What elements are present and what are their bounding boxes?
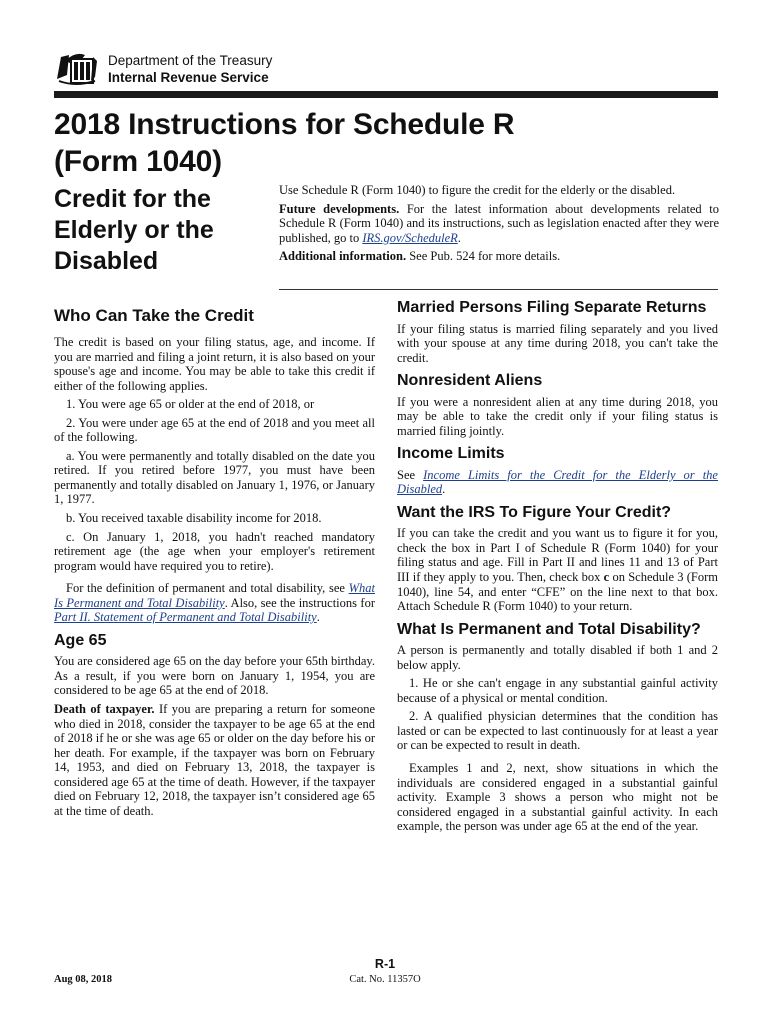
age-65-paragraph: You are considered age 65 on the day before your 65th birthday. As a result, if you were born on January 1, 1954, you are considered to be age 65 at the end of 2018. [54, 654, 375, 698]
future-end: . [457, 230, 461, 245]
nonresident-paragraph: If you were a nonresident alien at any time during 2018, you may be able to take the credit only if your filing status is married filing jointly. [397, 394, 718, 438]
irs-eagle-logo-icon [55, 49, 99, 87]
additional-information [279, 249, 719, 264]
subtitle-line-2: Elderly or the [54, 216, 214, 244]
irs-figure-paragraph [397, 526, 718, 613]
intro-section [279, 183, 719, 268]
irs-text-1: If you can take the credit and you want us to figure it for you, check the box in Part I of Schedule R (Form 1040) for your filing status and age. Fill in Part II and lines 11 and 13 of Part III if they apply to you. Then, check box [397, 526, 718, 585]
age-65-heading: Age 65 [54, 631, 107, 649]
subtitle-line-3: Disabled [54, 247, 159, 275]
irs-text-2: on Schedule 3 (Form 1040), line 54, and enter “CFE” on the line next to that box. Attach Schedule R (Form 1040) to your return. [397, 570, 718, 614]
def-text-2: . Also, see the instructions for [224, 595, 375, 610]
catalog-number: Cat. No. 11357O [349, 974, 421, 985]
agency-name [108, 52, 272, 86]
death-text: If you are preparing a return for someone who died in 2018, consider the taxpayer to be age 65 at the end of 2018 if he or she was age 65 or older on the day before his or her death. For example, if the taxpayer was born on February 14, 1953, and died on February 13, 2018, the taxpayer is considered age 65 at the time of death. However, if the taxpayer died on February 12, 2018, the taxpayer isn’t considered age 65 at the time of death. [54, 701, 375, 818]
agency-line-1: Department of the Treasury [108, 53, 273, 68]
married-heading: Married Persons Filing Separate Returns [397, 299, 707, 316]
def-text-3: . [316, 610, 320, 625]
page-title [54, 106, 514, 180]
additional-label: Additional information. [279, 249, 407, 264]
intro-divider [279, 289, 718, 290]
additional-text: See Pub. 524 for more details. [406, 249, 561, 264]
income-limits-heading: Income Limits [397, 445, 505, 463]
definition-paragraph [54, 581, 375, 625]
income-limits-paragraph [397, 468, 718, 497]
income-limits-link[interactable]: Income Limits for the Credit for the Elderly or the Disabled [397, 467, 718, 497]
who-paragraph: The credit is based on your filing status, age, and income. If you are married and filing a joint return, it is also based on your spouse's age and income. You may be able to take this credit if either of the following applies. [54, 335, 375, 393]
intro-paragraph: Use Schedule R (Form 1040) to figure the credit for the elderly or the disabled. [279, 183, 676, 197]
permanent-disability-heading: What Is Permanent and Total Disability? [397, 620, 701, 638]
irs-figure-heading: Want the IRS To Figure Your Credit? [397, 503, 672, 521]
irs-schedule-r-link[interactable]: IRS.gov/ScheduleR [362, 230, 458, 245]
permanent-disability-link[interactable]: What Is Permanent and Total Disability [54, 581, 375, 610]
permanent-disability-paragraph: A person is permanently and totally disabled if both 1 and 2 below apply. [397, 643, 718, 672]
income-see: See [397, 467, 424, 482]
condition-b: b. You received taxable disability income for 2018. [66, 511, 322, 526]
death-label: Death of taxpayer. [54, 701, 155, 716]
right-column [397, 297, 718, 838]
title-line-2: (Form 1040) [54, 145, 222, 178]
disability-condition-2: 2. A qualified physician determines that the condition has lasted or can be expected to last continuously for at least a year or can be expected to result in death. [397, 709, 718, 753]
married-paragraph: If your filing status is married filing separately and you lived with your spouse at any time during 2018, you can't take the credit. [397, 321, 718, 365]
future-label: Future developments. [279, 201, 400, 216]
agency-line-2: Internal Revenue Service [108, 70, 269, 85]
box-c-label: c [603, 570, 610, 585]
title-line-1: 2018 Instructions for Schedule R [54, 108, 515, 141]
condition-a: a. You were permanently and totally disabled on the date you retired. If you retired before 1977, you must have been permanently and totally disabled on January 1, 1976, or January 1, 1977. [54, 448, 375, 507]
def-text-1: For the definition of permanent and total disability, see [66, 581, 349, 596]
page-number: R-1 [374, 957, 396, 971]
nonresident-heading: Nonresident Aliens [397, 372, 543, 390]
footer-date: Aug 08, 2018 [54, 974, 113, 985]
page-subtitle [54, 184, 214, 277]
disability-condition-1: 1. He or she can't engage in any substantial gainful activity because of a physical or mental condition. [397, 676, 718, 705]
subtitle-line-1: Credit for the [54, 185, 211, 213]
left-column [54, 302, 375, 822]
part-ii-link[interactable]: Part II. Statement of Permanent and Total Disability [54, 610, 317, 625]
future-developments [279, 202, 719, 246]
condition-2: 2. You were under age 65 at the end of 2018 and you meet all of the following. [54, 415, 375, 445]
future-text: For the latest information about developments related to Schedule R (Form 1040) and its instructions, such as legislation enacted after they were published, go to [279, 201, 719, 245]
examples-paragraph: Examples 1 and 2, next, show situations in which the individuals are considered engaged in a substantial gainful activity. Example 3 shows a person who might not be considered engaged in a substantial gainful activity. In each example, the person was under age 65 at the end of the year. [397, 760, 718, 834]
condition-c: c. On January 1, 2018, you hadn't reached mandatory retirement age (the age when your employer's retirement program would have required you to retire). [54, 529, 375, 573]
income-end: . [442, 482, 446, 497]
header-rule [54, 91, 718, 98]
death-of-taxpayer [54, 702, 375, 818]
condition-1: 1. You were age 65 or older at the end of 2018, or [66, 397, 315, 412]
who-can-take-heading: Who Can Take the Credit [54, 306, 254, 325]
